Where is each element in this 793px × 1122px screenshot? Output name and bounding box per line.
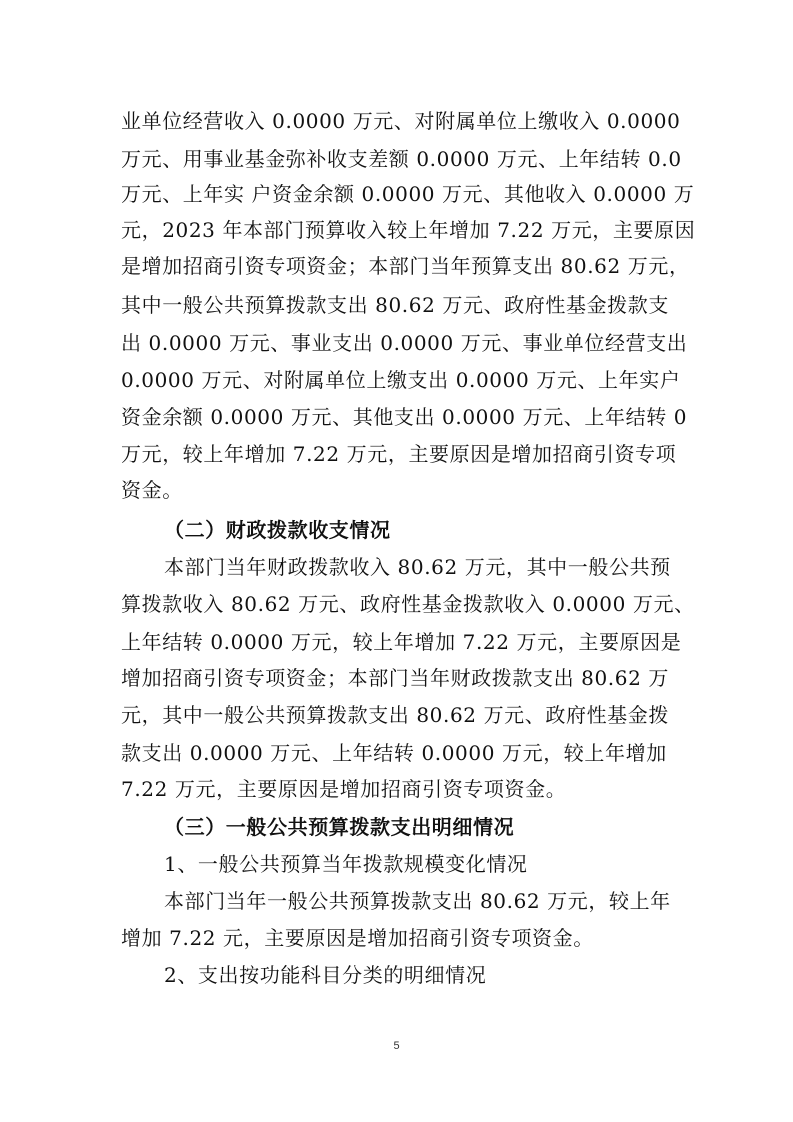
paragraph-1-line-8: 0.0000 万元、对附属单位上缴支出 0.0000 万元、上年实户: [121, 368, 681, 392]
section-3-sub-1-line-2: 增加 7.22 元，主要原因是增加招商引资专项资金。: [121, 926, 594, 950]
section-3-subheading-1: 1、一般公共预算当年拨款规模变化情况: [164, 852, 528, 876]
section-2-line-2: 算拨款收入 80.62 万元、政府性基金拨款收入 0.0000 万元、: [121, 592, 695, 616]
paragraph-1-line-10: 万元，较上年增加 7.22 万元，主要原因是增加招商引资专项: [121, 442, 677, 466]
page-number: 5: [393, 1040, 400, 1052]
section-2-line-4: 增加招商引资专项资金；本部门当年财政拨款支出 80.62 万: [121, 666, 669, 690]
paragraph-1-line-9: 资金余额 0.0000 万元、其他支出 0.0000 万元、上年结转 0: [121, 405, 688, 429]
paragraph-1-line-5: 是增加招商引资专项资金；本部门当年预算支出 80.62 万元，: [121, 254, 690, 278]
section-2-line-5: 元，其中一般公共预算拨款支出 80.62 万元、政府性基金拨: [121, 703, 669, 727]
paragraph-1-line-6: 其中一般公共预算拨款支出 80.62 万元、政府性基金拨款支: [121, 293, 669, 317]
paragraph-1-line-3: 万元、上年实 户资金余额 0.0000 万元、其他收入 0.0000 万: [121, 182, 695, 206]
section-2-line-7: 7.22 万元，主要原因是增加招商引资专项资金。: [121, 777, 567, 801]
section-2-line-6: 款支出 0.0000 万元、上年结转 0.0000 万元，较上年增加: [121, 741, 667, 765]
paragraph-1-line-7: 出 0.0000 万元、事业支出 0.0000 万元、事业单位经营支出: [121, 331, 688, 355]
section-2-line-3: 上年结转 0.0000 万元，较上年增加 7.22 万元，主要原因是: [121, 630, 682, 654]
section-3-sub-1-line-1: 本部门当年一般公共预算拨款支出 80.62 万元，较上年: [164, 889, 671, 913]
paragraph-1-line-1: 业单位经营收入 0.0000 万元、对附属单位上缴收入 0.0000: [121, 109, 681, 133]
section-3-subheading-2: 2、支出按功能科目分类的明细情况: [164, 963, 487, 987]
paragraph-1-line-2: 万元、用事业基金弥补收支差额 0.0000 万元、上年结转 0.0: [121, 147, 682, 171]
paragraph-1-line-4: 元，2023 年本部门预算收入较上年增加 7.22 万元，主要原因: [121, 218, 696, 242]
paragraph-1-line-11: 资金。: [121, 478, 183, 502]
section-2-heading: （二）财政拨款收支情况: [164, 518, 391, 542]
section-2-line-1: 本部门当年财政拨款收入 80.62 万元，其中一般公共预: [164, 555, 671, 579]
section-3-heading: （三）一般公共预算拨款支出明细情况: [164, 815, 515, 839]
